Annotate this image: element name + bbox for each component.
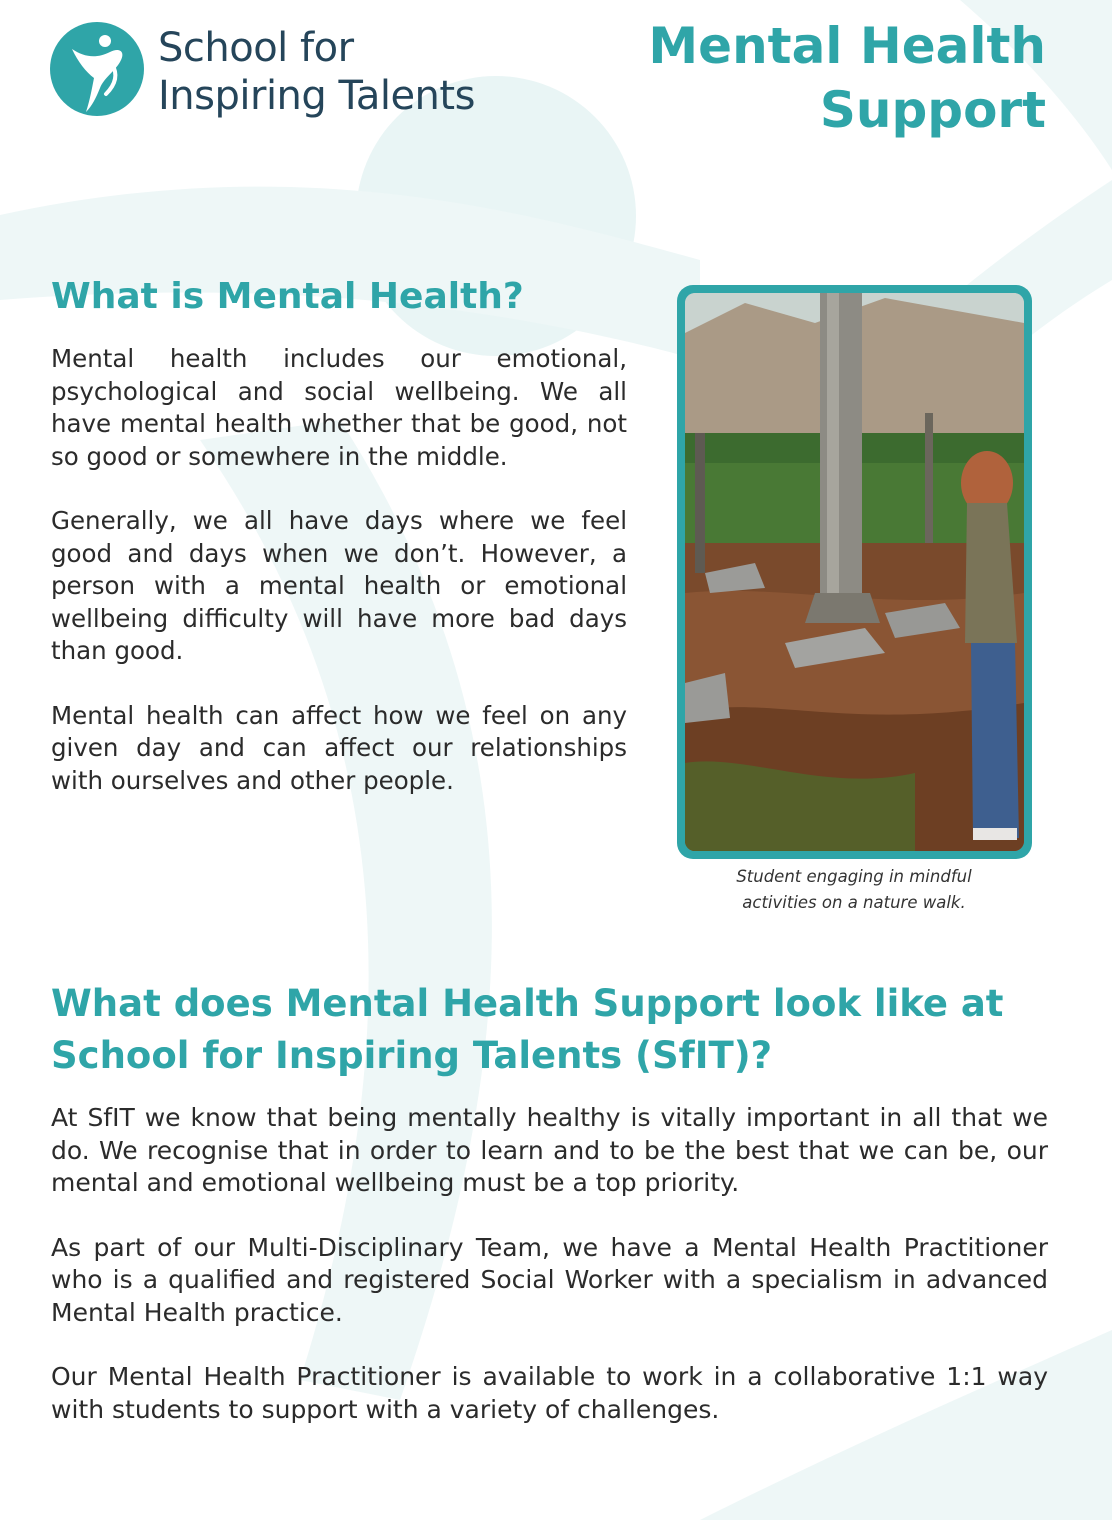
- caption-line-1: Student engaging in mindful: [736, 867, 972, 886]
- section-heading-what-is: What is Mental Health?: [51, 276, 524, 317]
- section-heading-support: [51, 978, 1061, 1082]
- school-logo: [50, 22, 530, 122]
- paragraph: Mental health includes our emotional, psychological and social wellbeing. We all have mental health whether that be good, not so good or somewhere in the middle.: [51, 344, 627, 471]
- nature-walk-photo: [677, 285, 1032, 859]
- section-2-body: [51, 1102, 1048, 1458]
- section-heading-line-1: What does Mental Health Support look like at: [51, 982, 1004, 1025]
- section-heading-line-2: School for Inspiring Talents (SfIT)?: [51, 1034, 773, 1077]
- logo-line-1: School for: [158, 25, 354, 71]
- paragraph: Mental health can affect how we feel on any given day and can affect our relationships with ourselves and other people.: [51, 700, 627, 795]
- photo-caption: [696, 864, 1012, 916]
- page-title-line-1: Mental Health: [648, 17, 1046, 75]
- section-1-body: [51, 343, 627, 829]
- caption-line-2: activities on a nature walk.: [742, 893, 966, 912]
- paragraph: Generally, we all have days where we feel good and days when we don’t. However, a person with a mental health or emotional wellbeing difficulty will have more bad days than good.: [51, 506, 627, 665]
- paragraph: Our Mental Health Practitioner is available to work in a collaborative 1:1 way with students to support with a variety of challenges.: [51, 1362, 1048, 1424]
- paragraph: At SfIT we know that being mentally healthy is vitally important in all that we do. We recognise that in order to learn and to be the best that we can be, our mental and emotional wellbeing must be a top priority.: [51, 1103, 1048, 1197]
- logo-text: [158, 24, 475, 120]
- logo-figure-icon: [50, 22, 144, 116]
- page-title: [546, 14, 1046, 142]
- paragraph: As part of our Multi-Disciplinary Team, we have a Mental Health Practitioner who is a qualified and registered Social Worker with a specialism in advanced Mental Health practice.: [51, 1232, 1048, 1327]
- logo-line-2: Inspiring Talents: [158, 73, 475, 119]
- page-title-line-2: Support: [819, 81, 1046, 139]
- woodland-illustration: [685, 293, 1024, 851]
